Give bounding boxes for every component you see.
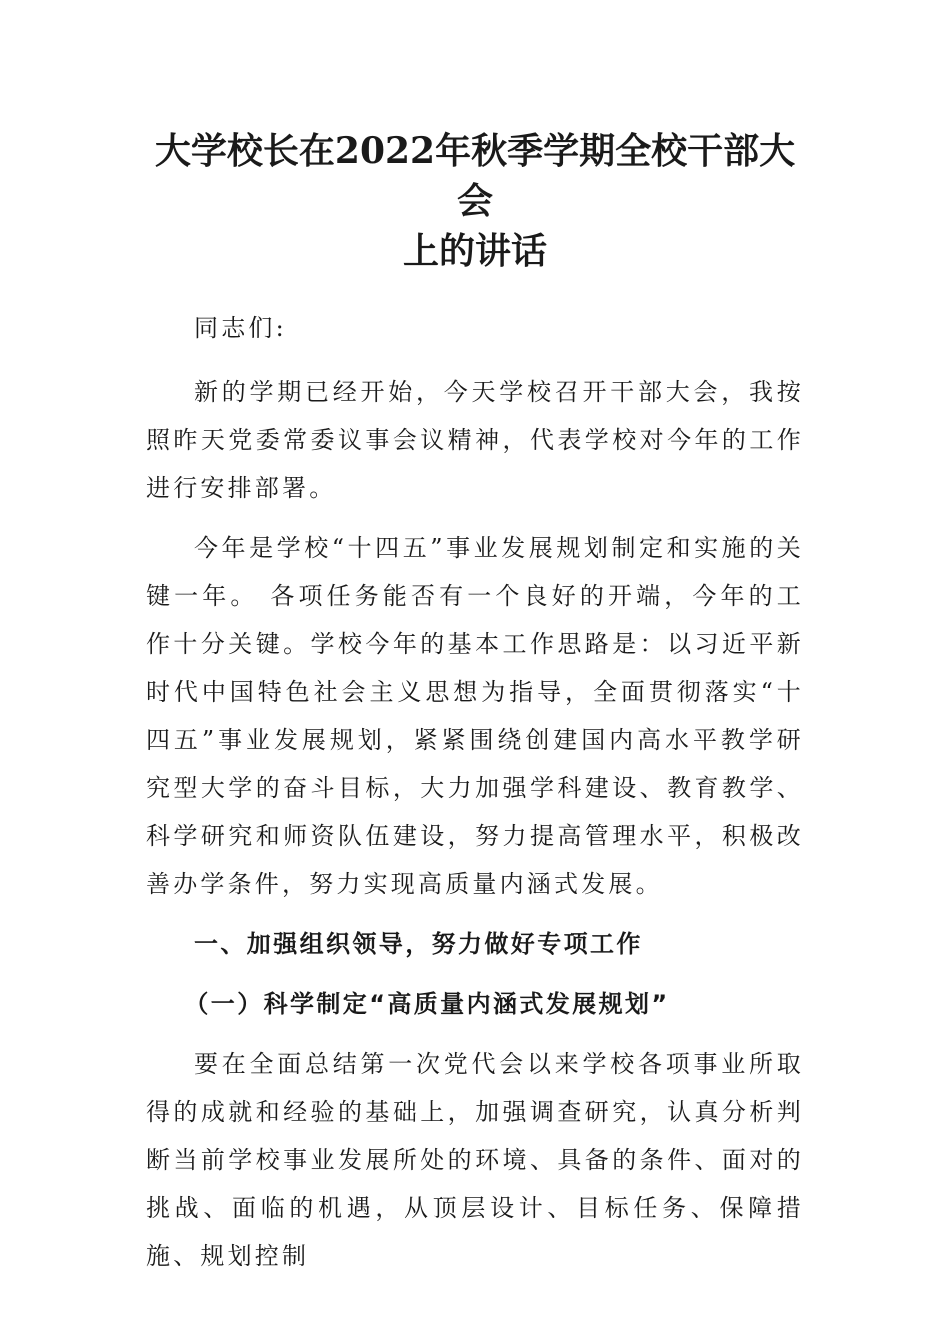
- title-line-1: 大学校长在2022年秋季学期全校干部大会: [154, 130, 796, 222]
- paragraph-2: 今年是学校“十四五”事业发展规划制定和实施的关键一年。 各项任务能否有一个良好的开端，今年的工作十分关键。学校今年的基本工作思路是：以习近平新时代中国特色社会主义思想为指导，全面贯彻落实“十四五”事业发展规划，紧紧围绕创建国内高水平教学研究型大学的奋斗目标，大力加强学科建设、教育教学、科学研究和师资队伍建设，努力提高管理水平，积极改善办学条件，努力实现高质量内涵式发展。: [146, 534, 804, 898]
- paragraph-1: 新的学期已经开始，今天学校召开干部大会，我按照昨天党委常委议事会议精神，代表学校对今年的工作进行安排部署。: [146, 378, 804, 502]
- section-heading-1: 一、加强组织领导，努力做好专项工作: [194, 930, 643, 958]
- title-line-2: 上的讲话: [402, 230, 547, 272]
- document-title: [146, 126, 804, 276]
- salutation: 同志们:: [194, 314, 287, 342]
- subsection-heading-1-1: （一）科学制定“高质量内涵式发展规划”: [184, 990, 670, 1018]
- paragraph-3: 要在全面总结第一次党代会以来学校各项事业所取得的成就和经验的基础上，加强调查研究，认真分析判断当前学校事业发展所处的环境、具备的条件、面对的挑战、面临的机遇，从顶层设计、目标任务、保障措施、规划控制: [146, 1050, 804, 1270]
